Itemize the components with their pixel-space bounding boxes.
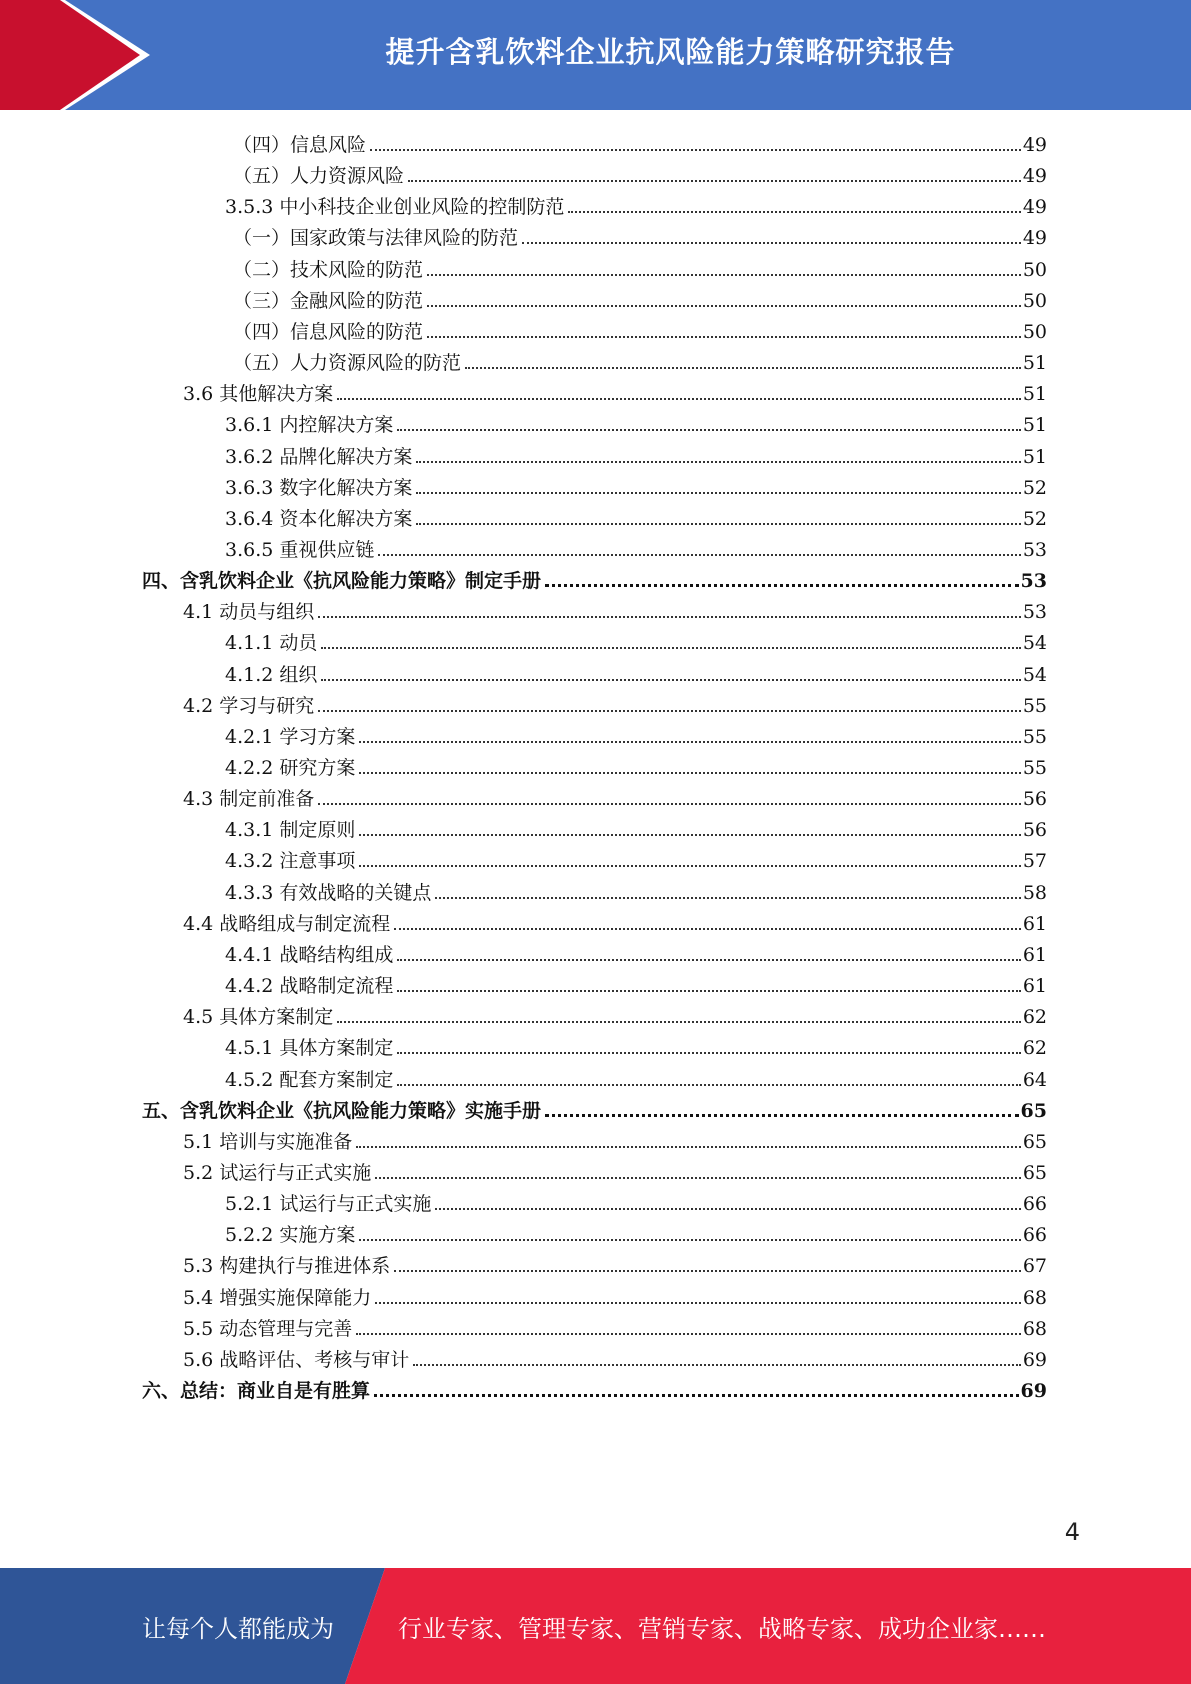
toc-leader-dots	[427, 336, 1021, 338]
toc-entry-label: 4.3.2 注意事项	[225, 850, 356, 873]
toc-entry-page: 49	[1022, 196, 1047, 219]
header-title: 提升含乳饮料企业抗风险能力策略研究报告	[385, 34, 956, 69]
toc-entry-page: 61	[1022, 912, 1047, 935]
toc-entry	[183, 687, 1047, 718]
toc-entry-label: 4.1 动员与组织	[183, 601, 315, 624]
toc-leader-dots	[416, 461, 1020, 463]
toc-leader-dots	[370, 149, 1021, 151]
toc-leader-dots	[568, 211, 1020, 213]
toc-entry-label: 4.4.1 战略结构组成	[225, 943, 394, 966]
toc-entry	[225, 438, 1047, 469]
toc-entry	[225, 531, 1047, 562]
toc-leader-dots	[337, 398, 1021, 400]
toc-leader-dots	[356, 1333, 1021, 1335]
toc-entry	[225, 749, 1047, 780]
toc-leader-dots	[318, 616, 1021, 618]
toc-entry-label: 4.2 学习与研究	[183, 694, 315, 717]
toc-entry	[183, 1154, 1047, 1185]
toc-entry-label: 3.6.3 数字化解决方案	[225, 476, 413, 499]
toc-entry	[233, 251, 1047, 282]
toc-entry-page: 52	[1022, 507, 1047, 530]
toc-entry	[225, 936, 1047, 967]
toc-entry-label: 3.5.3 中小科技企业创业风险的控制防范	[225, 196, 565, 219]
toc-entry	[233, 344, 1047, 375]
toc-entry	[225, 1185, 1047, 1216]
toc-leader-dots	[375, 1302, 1021, 1304]
toc-leader-dots	[318, 803, 1021, 805]
toc-entry-page: 51	[1022, 445, 1047, 468]
toc-entry-label: 5.2.2 实施方案	[225, 1224, 356, 1247]
toc-entry	[225, 842, 1047, 873]
toc-leader-dots	[397, 990, 1020, 992]
toc-entry-label: 4.1.1 动员	[225, 632, 318, 655]
toc-entry-page: 65	[1022, 1130, 1047, 1153]
toc-entry	[225, 406, 1047, 437]
toc-entry-page: 53	[1022, 538, 1047, 561]
page-footer	[0, 1568, 1191, 1684]
toc-entry-label: 4.5.2 配套方案制定	[225, 1068, 394, 1091]
toc-entry-label: 4.1.2 组织	[225, 663, 318, 686]
toc-entry-label: 5.6 战略评估、考核与审计	[183, 1348, 410, 1371]
toc-entry	[183, 1341, 1047, 1372]
page-number: 4	[1064, 1518, 1080, 1546]
toc-entry	[225, 624, 1047, 655]
toc-leader-dots	[427, 274, 1021, 276]
toc-entry-label: （二）技术风险的防范	[233, 258, 424, 281]
toc-entry	[233, 126, 1047, 157]
toc-entry-page: 54	[1022, 632, 1047, 655]
toc-leader-dots	[465, 367, 1021, 369]
footer-slogan-left: 让每个人都能成为	[142, 1614, 334, 1643]
toc-entry-page: 62	[1022, 1037, 1047, 1060]
toc-entry-page: 52	[1022, 476, 1047, 499]
toc-entry	[225, 1029, 1047, 1060]
toc-entry-page: 53	[1020, 570, 1047, 593]
toc-entry	[183, 998, 1047, 1029]
toc-entry-label: 4.2.2 研究方案	[225, 757, 356, 779]
page-header	[0, 0, 1191, 110]
toc-entry	[225, 718, 1047, 749]
toc-chapter-entry	[142, 1092, 1047, 1123]
toc-entry	[225, 811, 1047, 842]
toc-leader-dots	[356, 1146, 1021, 1148]
toc-leader-dots	[359, 865, 1020, 867]
toc-entry	[225, 1061, 1047, 1092]
toc-entry-label: 四、含乳饮料企业《抗风险能力策略》制定手册	[142, 570, 542, 593]
toc-leader-dots	[397, 429, 1020, 431]
toc-entry-label: 5.2.1 试运行与正式实施	[225, 1193, 432, 1216]
toc-entry	[183, 1247, 1047, 1278]
toc-entry-label: 4.4 战略组成与制定流程	[183, 912, 391, 935]
toc-entry	[225, 874, 1047, 905]
toc-leader-dots	[394, 928, 1021, 930]
toc-entry-page: 53	[1022, 601, 1047, 624]
toc-entry-label: 5.2 试运行与正式实施	[183, 1161, 372, 1184]
toc-leader-dots	[321, 647, 1020, 649]
toc-entry-label: （四）信息风险的防范	[233, 320, 424, 343]
toc-leader-dots	[375, 1177, 1021, 1179]
toc-leader-dots	[374, 1394, 1019, 1397]
toc-entry	[183, 1279, 1047, 1310]
toc-chapter-entry	[142, 562, 1047, 593]
toc-entry-page: 66	[1022, 1193, 1047, 1216]
toc-entry-label: （五）人力资源风险的防范	[233, 352, 462, 375]
toc-entry-label: （一）国家政策与法律风险的防范	[233, 227, 519, 250]
toc-entry	[233, 219, 1047, 250]
toc-entry-label: 4.5.1 具体方案制定	[225, 1037, 394, 1060]
toc-entry	[225, 967, 1047, 998]
toc-leader-dots	[416, 523, 1020, 525]
toc-entry-label: 五、含乳饮料企业《抗风险能力策略》实施手册	[142, 1099, 542, 1122]
toc-entry-label: （五）人力资源风险	[233, 165, 405, 188]
toc-entry-label: 4.2.1 学习方案	[225, 725, 356, 748]
toc-entry-page: 55	[1022, 725, 1047, 748]
toc-entry	[233, 157, 1047, 188]
toc-leader-dots	[408, 180, 1021, 182]
toc-leader-dots	[435, 1208, 1020, 1210]
toc-leader-dots	[397, 959, 1020, 961]
toc-entry-label: （三）金融风险的防范	[233, 289, 424, 312]
toc-leader-dots	[545, 584, 1019, 587]
toc-chapter-entry	[142, 1372, 1047, 1403]
toc-entry	[225, 656, 1047, 687]
toc-leader-dots	[378, 554, 1020, 556]
toc-entry-page: 61	[1022, 975, 1047, 998]
toc-entry-label: 5.5 动态管理与完善	[183, 1317, 353, 1340]
toc-entry-page: 69	[1022, 1348, 1047, 1371]
toc-leader-dots	[359, 741, 1020, 743]
toc-entry-page: 58	[1022, 881, 1047, 904]
toc-entry-page: 62	[1022, 1006, 1047, 1029]
toc-entry-page: 50	[1022, 258, 1047, 281]
toc-entry	[183, 1123, 1047, 1154]
toc-entry-label: 4.4.2 战略制定流程	[225, 975, 394, 998]
toc-entry-label: 4.3.1 制定原则	[225, 819, 356, 842]
toc-entry-page: 61	[1022, 943, 1047, 966]
toc-entry-page: 56	[1022, 788, 1047, 811]
toc-entry-page: 68	[1022, 1317, 1047, 1340]
toc-entry-page: 65	[1020, 1099, 1047, 1122]
toc-entry-page: 65	[1022, 1161, 1047, 1184]
toc-leader-dots	[435, 897, 1020, 899]
toc-entry-label: 3.6.2 品牌化解决方案	[225, 445, 413, 468]
toc-entry-page: 50	[1022, 320, 1047, 343]
toc-entry-page: 54	[1022, 663, 1047, 686]
toc-entry-page: 50	[1022, 289, 1047, 312]
toc-leader-dots	[522, 242, 1021, 244]
toc-entry-label: 4.5 具体方案制定	[183, 1006, 334, 1029]
toc-leader-dots	[359, 1239, 1020, 1241]
toc-leader-dots	[321, 679, 1020, 681]
toc-entry	[233, 313, 1047, 344]
toc-leader-dots	[416, 492, 1020, 494]
toc-entry-label: 4.3.3 有效战略的关键点	[225, 881, 432, 904]
toc-entry-label: 3.6.1 内控解决方案	[225, 414, 394, 437]
toc-leader-dots	[394, 1270, 1021, 1272]
toc-entry-page: 68	[1022, 1286, 1047, 1309]
toc-entry-label: 3.6 其他解决方案	[183, 383, 334, 406]
toc-entry-label: 3.6.4 资本化解决方案	[225, 507, 413, 530]
toc-entry-page: 57	[1022, 850, 1047, 873]
toc-entry-page: 51	[1022, 414, 1047, 437]
toc-entry	[183, 905, 1047, 936]
toc-entry-page: 49	[1022, 227, 1047, 250]
toc-entry-page: 69	[1020, 1380, 1047, 1402]
toc-entry	[225, 500, 1047, 531]
toc-entry-page: 49	[1022, 134, 1047, 156]
toc-leader-dots	[427, 305, 1021, 307]
toc-leader-dots	[413, 1364, 1021, 1366]
toc-entry-label: 5.4 增强实施保障能力	[183, 1286, 372, 1309]
toc-entry-page: 55	[1022, 694, 1047, 717]
toc-entry-label: 4.3 制定前准备	[183, 788, 315, 811]
toc-entry-page: 51	[1022, 352, 1047, 375]
toc-entry	[233, 282, 1047, 313]
toc-entry-page: 64	[1022, 1068, 1047, 1091]
toc-entry	[225, 1216, 1047, 1247]
toc-entry-label: （四）信息风险	[233, 134, 367, 156]
toc-entry	[225, 188, 1047, 219]
toc-leader-dots	[397, 1052, 1020, 1054]
toc-entry	[183, 780, 1047, 811]
toc-leader-dots	[359, 772, 1020, 774]
footer-slogan-right: 行业专家、管理专家、营销专家、战略专家、成功企业家……	[398, 1614, 1046, 1643]
toc-leader-dots	[359, 834, 1020, 836]
toc-entry	[183, 1310, 1047, 1341]
toc-entry-label: 5.1 培训与实施准备	[183, 1130, 353, 1153]
toc-entry	[183, 593, 1047, 624]
toc-entry-page: 49	[1022, 165, 1047, 188]
toc-leader-dots	[545, 1114, 1019, 1117]
toc-entry-page: 55	[1022, 757, 1047, 779]
toc-leader-dots	[397, 1084, 1020, 1086]
toc-entry	[225, 469, 1047, 500]
toc-entry	[183, 375, 1047, 406]
toc-leader-dots	[337, 1021, 1021, 1023]
toc-entry-label: 5.3 构建执行与推进体系	[183, 1255, 391, 1278]
toc-entry-page: 51	[1022, 383, 1047, 406]
toc-leader-dots	[318, 710, 1021, 712]
toc-entry-page: 56	[1022, 819, 1047, 842]
toc-entry-page: 67	[1022, 1255, 1047, 1278]
toc-entry-label: 六、总结：商业自是有胜算	[142, 1380, 371, 1402]
toc-entry-label: 3.6.5 重视供应链	[225, 538, 375, 561]
toc-entry-page: 66	[1022, 1224, 1047, 1247]
